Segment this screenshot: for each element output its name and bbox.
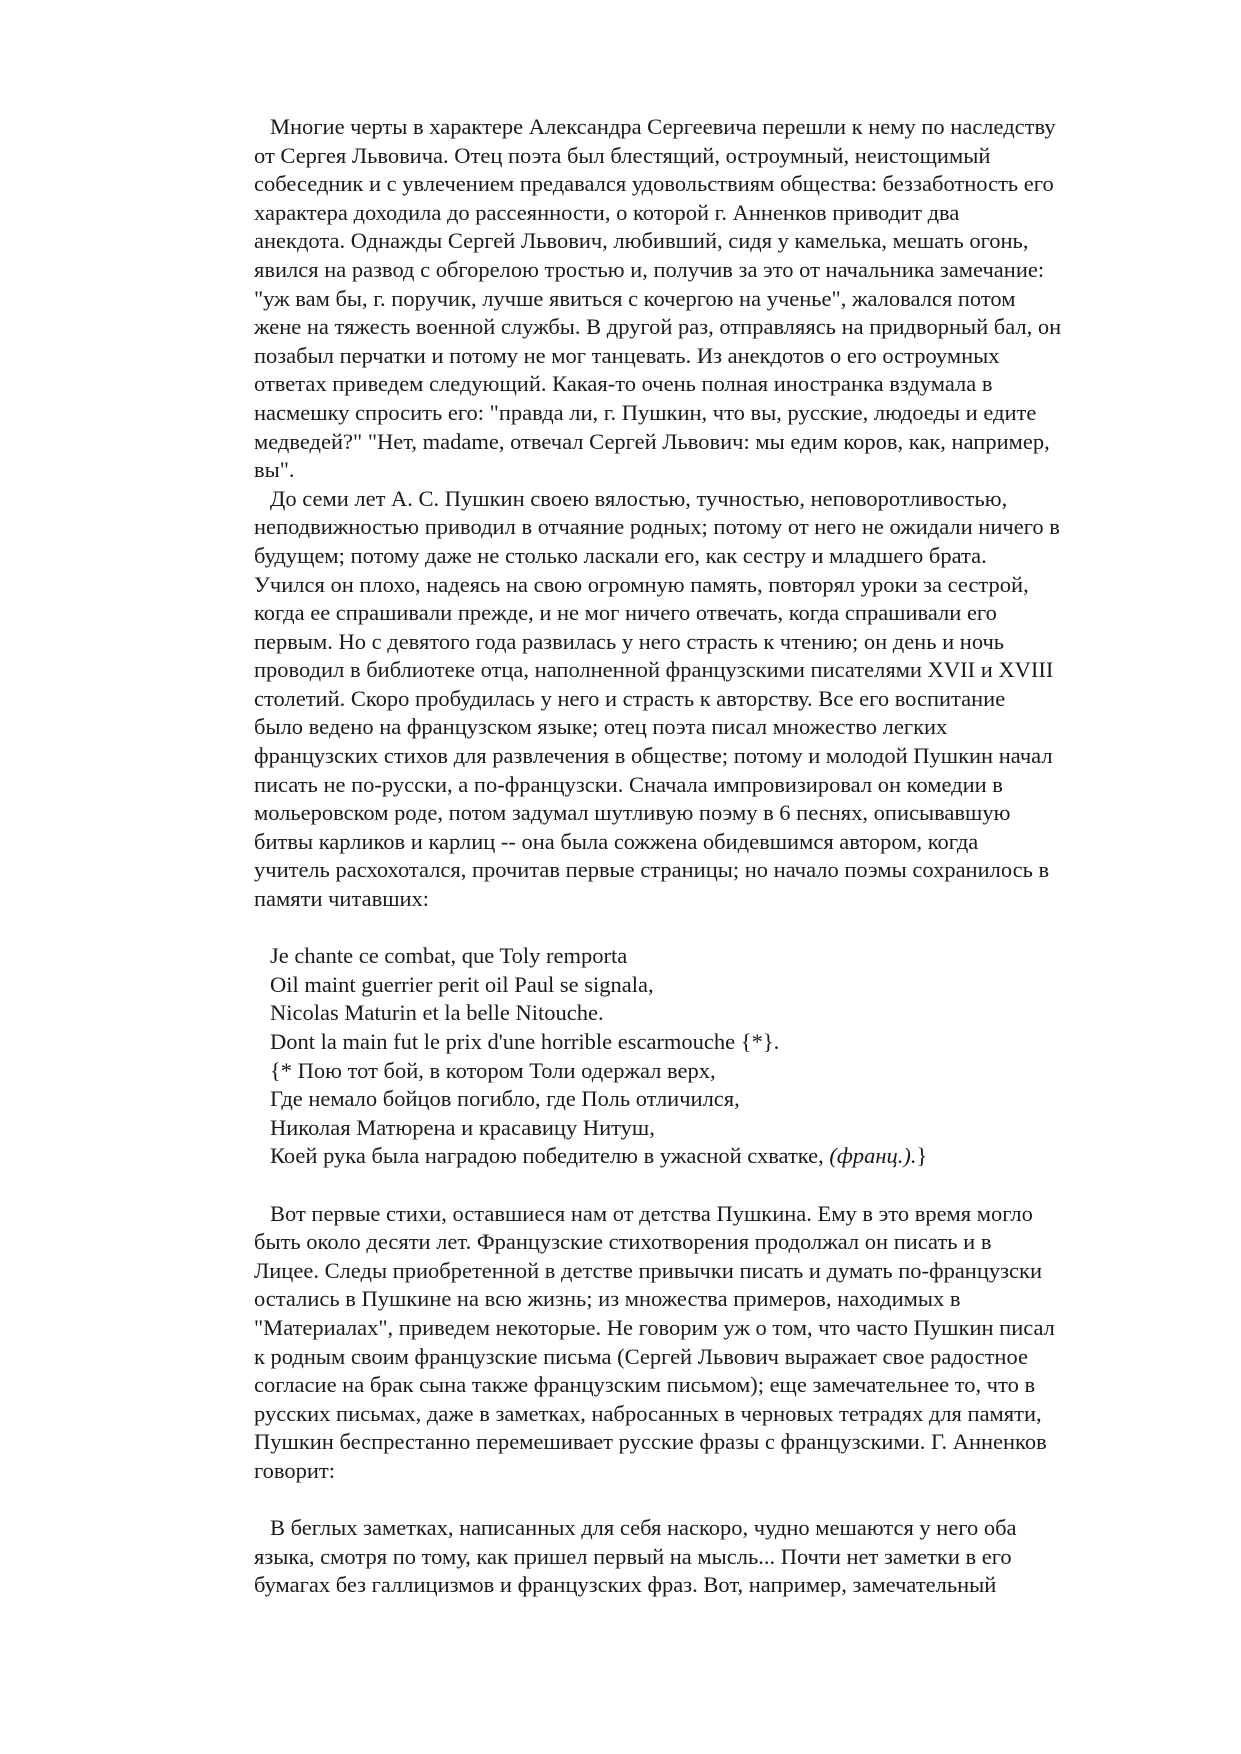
verse-line: Dont la main fut le prix d'une horrible escarmouche {*}. [270, 1029, 780, 1054]
verse-line: Oil maint guerrier perit oil Paul se signala, [270, 971, 654, 997]
document-page [254, 113, 1154, 1600]
paragraph-french-habits: Вот первые стихи, оставшиеся нам от детства Пушкина. Ему в это время могло быть около десяти лет. Французские стихотворения продолжал он писать и в Лицее. Следы приобретенной в детстве привычки писать и думать по-французски остались в Пушкине на всю жизнь; из множества примеров, находимых в "Материалах", приведем некоторые. Не говорим уж о том, что часто Пушкин писал к родным своим французские письма (Сергей Львович выражает свое радостное согласие на брак сына также французским письмом); еще замечательнее то, что в русских письмах, даже в заметках, набросанных в черновых тетрадях для памяти, Пушкин беспрестанно перемешивает русские фразы с французскими. Г. Анненков говорит: [254, 1200, 1055, 1483]
verse-line: Je chante ce combat, que Toly remporta [270, 943, 628, 969]
verse-last-close: } [916, 1143, 928, 1169]
verse-last-text: Коей рука была наградою победителю в ужасной схватке, [270, 1143, 830, 1169]
spacer [254, 1171, 1154, 1200]
paragraph-annenkov-quote: В беглых заметках, написанных для себя наскоро, чудно мешаются у него оба языка, смотря по тому, как пришел первый на мысль... Почти нет заметки в его бумагах без галлицизмов и французских фраз. Вот, например, замечательный [254, 1515, 1017, 1598]
paragraph-father-anecdotes: Многие черты в характере Александра Сергеевича перешли к нему по наследству от Сергея Львовича. Отец поэта был блестящий, остроумный, неистощимый собеседник и с увлечением предавался удовольствиям общества: беззаботность его характера доходила до рассеянности, о которой г. Анненков приводит два анекдота. Однажды Сергей Львович, любивший, сидя у камелька, мешать огонь, явился на развод с обгорелою тростью и, получив за это от начальника замечание: "уж вам бы, г. поручик, лучше явиться с кочергою на ученье", жаловался потом жене на тяжесть военной службы. В другой раз, отправляясь на придворный бал, он позабыл перчатки и потому не мог танцевать. Из анекдотов о его остроумных ответах приведем следующий. Какая-то очень полная иностранка вздумала в насмешку спросить его: "правда ли, г. Пушкин, что вы, русские, людоеды и едите медведей?" "Нет, madame, отвечал Сергей Львович: мы едим коров, как, например, вы". [254, 114, 1062, 483]
verse-line: Где немало бойцов погибло, где Поль отличился, [270, 1086, 740, 1112]
verse-block [254, 942, 1154, 1171]
spacer [254, 914, 1154, 943]
verse-line: Nicolas Maturin et la belle Nitouche. [270, 1000, 604, 1026]
verse-line: Николая Матюрена и красавицу Нитуш, [270, 1114, 655, 1140]
verse-last-italic: (франц.). [829, 1143, 917, 1169]
verse-line: {* Пою тот бой, в котором Толи одержал верх, [270, 1057, 716, 1083]
spacer [254, 1486, 1154, 1515]
paragraph-childhood: До семи лет А. С. Пушкин своею вялостью, тучностью, неповоротливостью, неподвижностью приводил в отчаяние родных; потому от него не ожидали ничего в будущем; потому даже не столько ласкали его, как сестру и младшего брата. Учился он плохо, надеясь на свою огромную память, повторял уроки за сестрой, когда ее спрашивали прежде, и не мог ничего отвечать, когда спрашивали его первым. Но с девятого года развилась у него страсть к чтению; он день и ночь проводил в библиотеке отца, наполненной французскими писателями XVII и XVIII столетий. Скоро пробудилась у него и страсть к авторству. Все его воспитание было ведено на французском языке; отец поэта писал множество легких французских стихов для развлечения в обществе; потому и молодой Пушкин начал писать не по-русски, а по-французски. Сначала импровизировал он комедии в мольеровском роде, потом задумал шутливую поэму в 6 песнях, описывавшую битвы карликов и карлиц -- она была сожжена обидевшимся автором, когда учитель расхохотался, прочитав первые страницы; но начало поэмы сохранилось в памяти читавших: [254, 485, 1060, 912]
verse-line-last [254, 1142, 1154, 1171]
